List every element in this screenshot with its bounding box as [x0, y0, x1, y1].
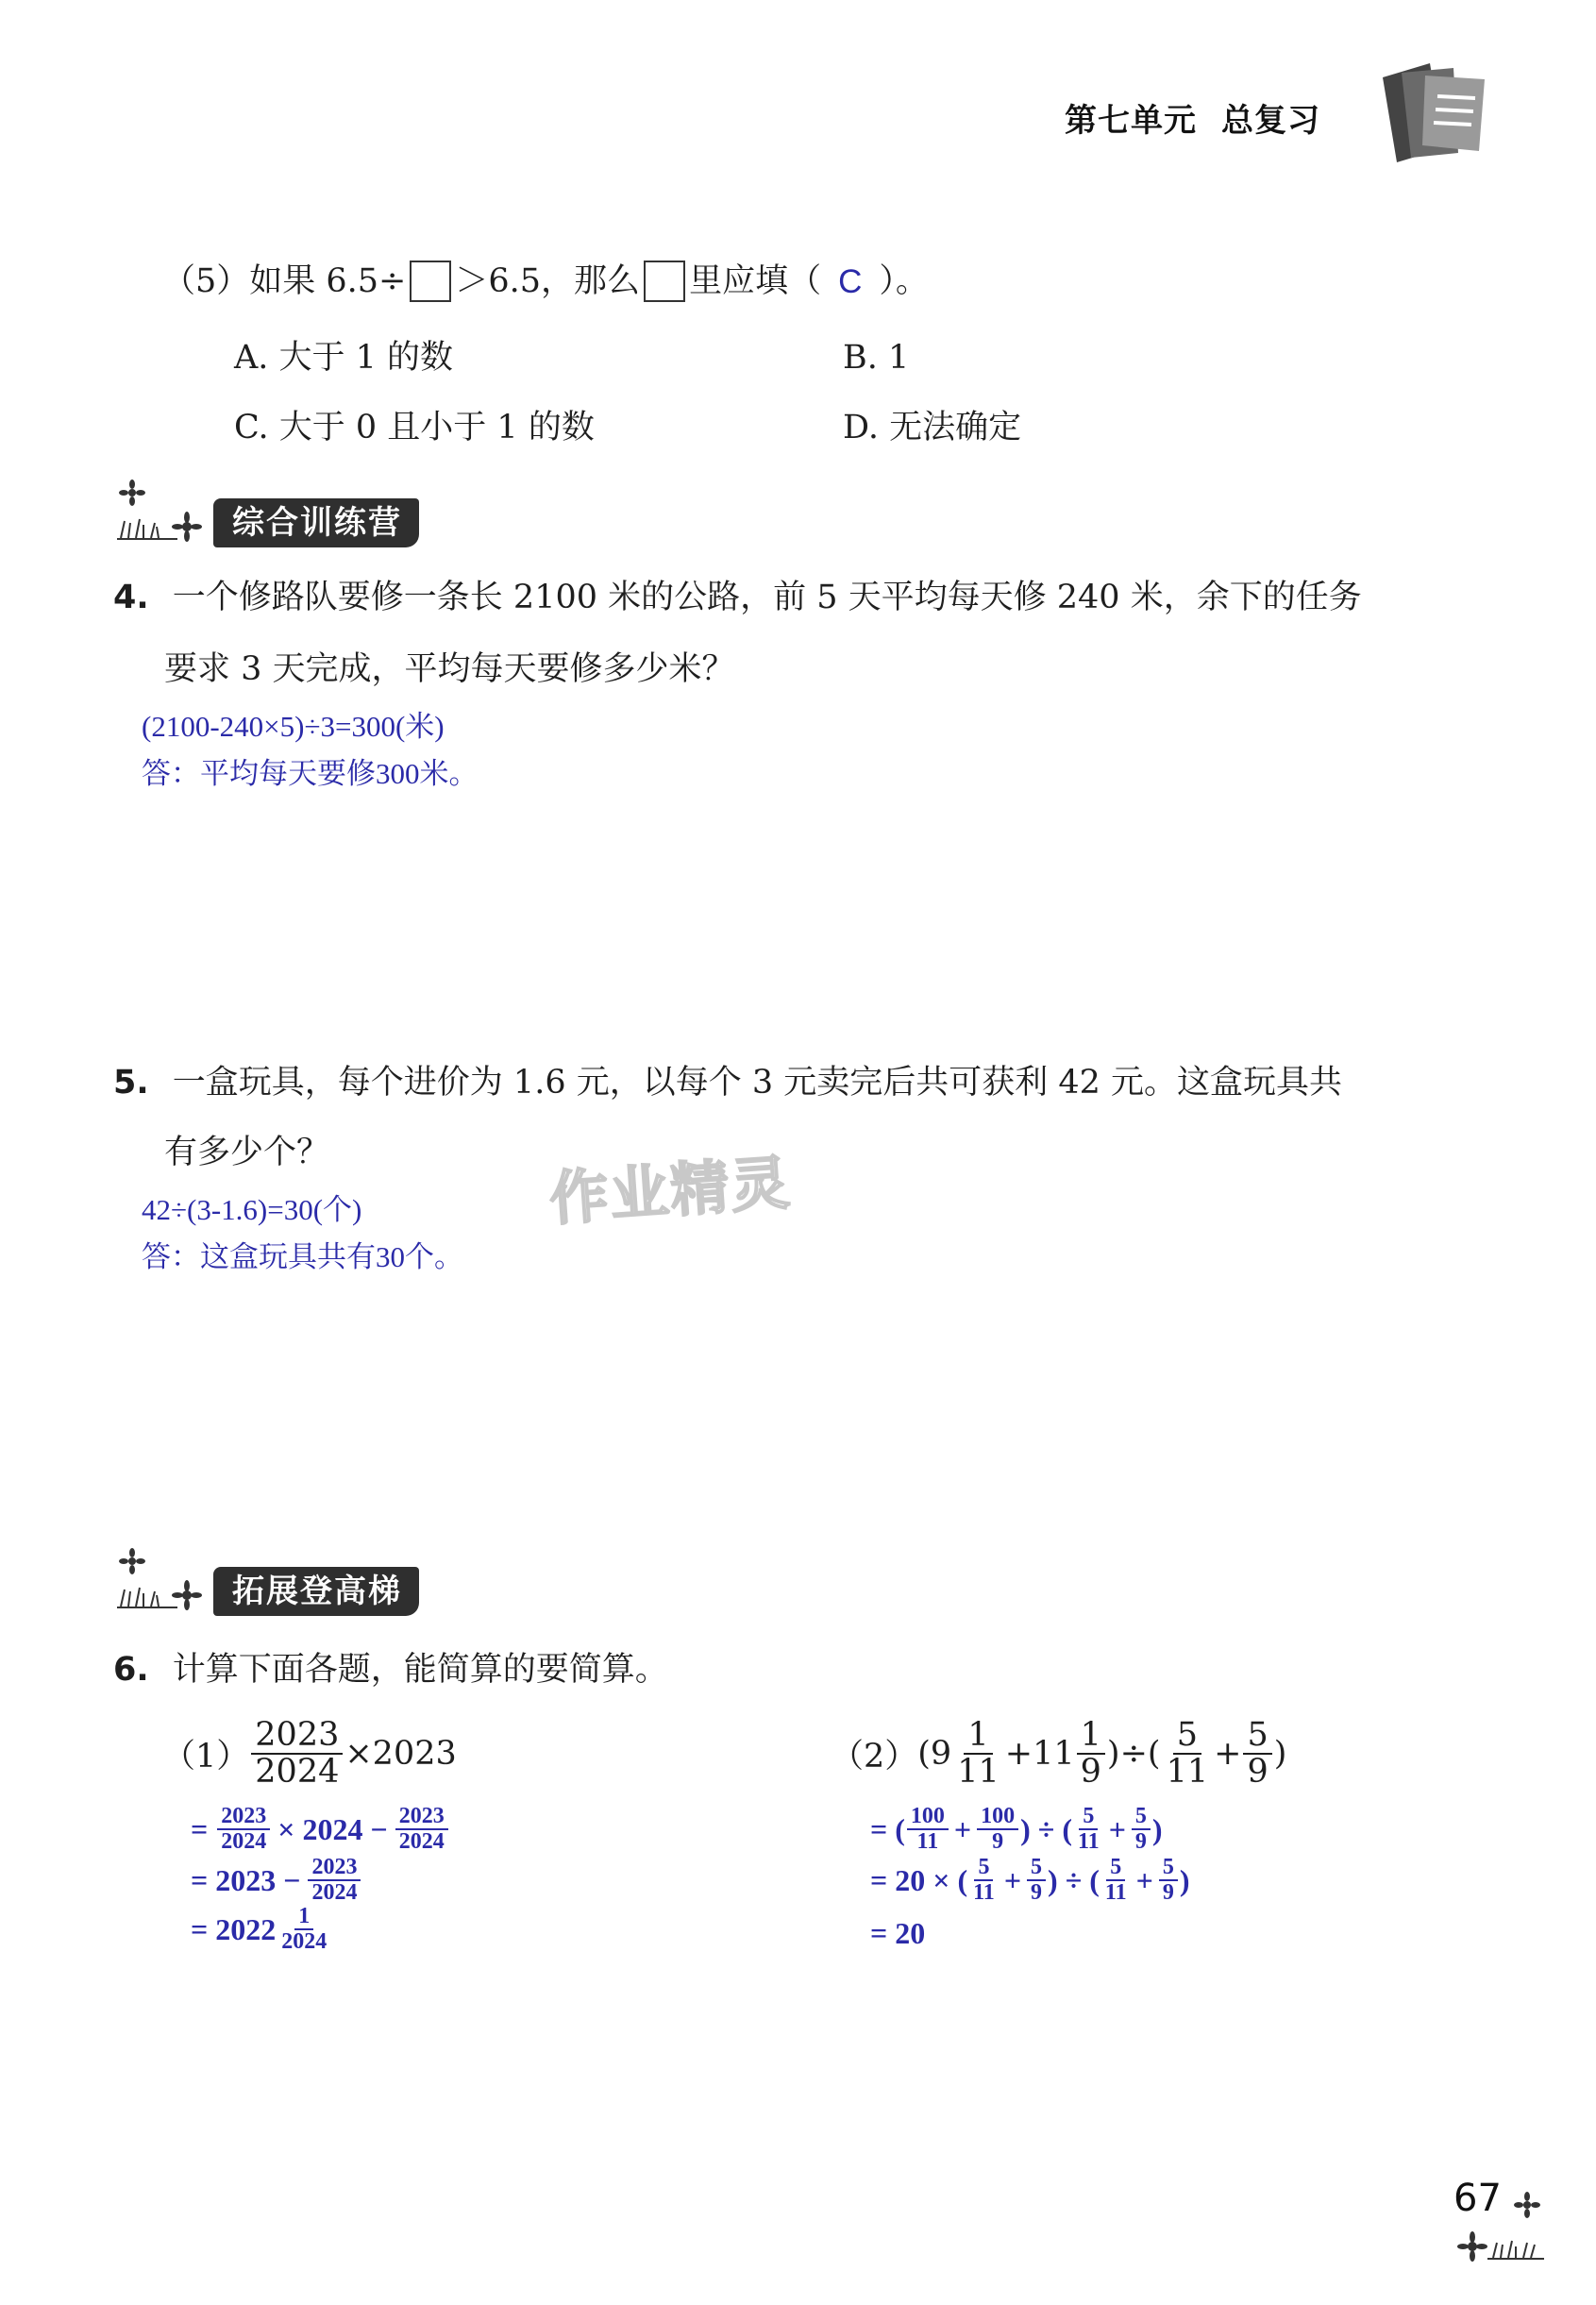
q6-2-step3: = 20	[870, 1916, 926, 1950]
section-title-comprehensive: 综合训练营	[213, 498, 419, 547]
header-topic: 总复习	[1221, 102, 1320, 140]
q5-line1: 5. 一盒玩具，每个进价为 1.6 元，以每个 3 元卖完后共可获利 42 元。这盒玩具共	[113, 1064, 1343, 1102]
q6-number: 6.	[113, 1651, 149, 1689]
q4-answer-calc: (2100-240×5)÷3=300(米)	[142, 710, 445, 743]
q6-1-step2: = 2023 − $\frac{2023}{2024}$	[191, 1856, 362, 1905]
q6-2-step2: = 20 × ( $\frac{5}{11}$ + $\frac{5}{9}$ ) ÷ ( $\frac{5}{11}$ + $\frac{5}{9}$ )	[870, 1855, 1190, 1906]
flower-grass-icon-2	[111, 1548, 215, 1614]
q4-line2: 要求 3 天完成，平均每天要修多少米？	[164, 650, 735, 688]
option-b: B. 1	[843, 339, 910, 377]
footer-flower-grass-icon	[1446, 2190, 1550, 2265]
q4-line1: 4. 一个修路队要修一条长 2100 米的公路，前 5 天平均每天修 240 米，余下的任务	[113, 579, 1362, 616]
q5-answer-text: 答：这盒玩具共有30个。	[142, 1240, 463, 1273]
q5-answer-calc: 42÷(3-1.6)=30(个)	[142, 1193, 362, 1226]
q6-2-step1: = ( $\frac{100}{11}$ + $\frac{100}{9}$ ) ÷ ( $\frac{5}{11}$ + $\frac{5}{9}$ )	[870, 1804, 1163, 1855]
q6-stem: 6. 计算下面各题，能简算的要简算。	[113, 1651, 668, 1689]
blank-box	[410, 261, 451, 302]
q3-5-answer: C	[838, 262, 863, 300]
q4-answer-text: 答：平均每天要修300米。	[142, 757, 479, 790]
blank-box-2	[644, 261, 685, 302]
q5-number: 5.	[113, 1064, 149, 1102]
q3-5-stem: （5）如果 6.5÷ ＞6.5，那么 里应填（ C ）。	[162, 261, 929, 302]
section-title-extension: 拓展登高梯	[213, 1567, 419, 1616]
q6-2-problem: （2） (9 $\frac{1}{11}$ +11 $\frac{1}{9}$ )÷( $\frac{5}{11}$ + $\frac{5}{9}$ )	[831, 1716, 1287, 1791]
option-c: C. 大于 0 且小于 1 的数	[234, 409, 595, 446]
q6-1-step3: = 2022 $\frac{1}{2024}$	[191, 1904, 328, 1955]
option-a: A. 大于 1 的数	[234, 339, 454, 377]
q4-number: 4.	[113, 579, 149, 616]
fraction: $\frac{2023}{2024}$	[251, 1718, 343, 1790]
header-unit: 第七单元	[1065, 102, 1197, 140]
watermark: 作业精灵	[547, 1148, 794, 1234]
header-papers-icon	[1373, 59, 1496, 167]
flower-grass-icon	[111, 480, 215, 546]
page-number: 67	[1453, 2177, 1502, 2220]
header-title	[1065, 94, 1320, 141]
q5-line2: 有多少个？	[164, 1134, 330, 1171]
q6-1-problem: （1） $\frac{2023}{2024}$ ×2023	[162, 1716, 457, 1791]
option-d: D. 无法确定	[843, 409, 1022, 446]
q6-1-step1: = $\frac{2023}{2024}$ × 2024 − $\frac{2023}{2024}$	[191, 1805, 450, 1854]
